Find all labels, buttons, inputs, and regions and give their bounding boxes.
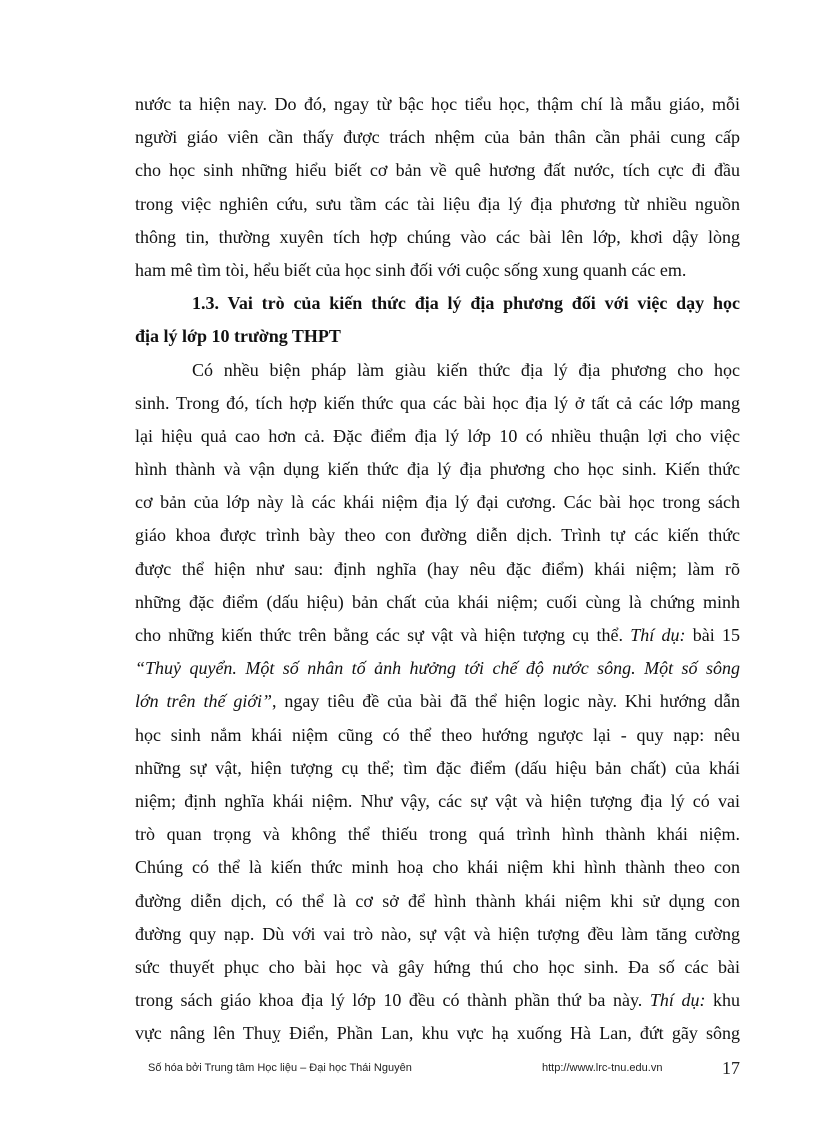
- text-span: cho những kiến thức trên bằng các sự vật và hiện tượng cụ thể.: [135, 625, 631, 645]
- text-line: nước ta hiện nay. Do đó, ngay từ bậc học tiểu học, thậm chí là mẫu giáo, mỗi: [135, 94, 740, 114]
- text-line: lại hiệu quả cao hơn cả. Đặc điểm địa lý lớp 10 có nhiều thuận lợi cho việc: [135, 425, 740, 446]
- text-line: [135, 652, 740, 685]
- section-heading-line: địa lý lớp 10 trường THPT: [135, 326, 341, 347]
- text-line: người giáo viên cần thấy được trách nhệm của bản thân cần phải cung cấp: [135, 127, 740, 148]
- paragraph-body: [135, 354, 740, 1051]
- text-line: ham mê tìm tòi, hểu biết của học sinh đối với cuộc sống xung quanh các em.: [135, 259, 687, 280]
- page-number: 17: [722, 1058, 740, 1078]
- example-label: Thí dụ:: [649, 990, 706, 1011]
- section-heading-line: 1.3. Vai trò của kiến thức địa lý địa phương đối với việc dạy học: [192, 293, 740, 314]
- text-line: vực nâng lên Thuỵ Điển, Phần Lan, khu vực hạ xuống Hà Lan, đứt gãy sông: [135, 1023, 740, 1044]
- text-line: được thể hiện như sau: định nghĩa (hay nêu đặc điểm) khái niệm; làm rõ: [135, 558, 740, 579]
- text-span: trong sách giáo khoa địa lý lớp 10 đều có thành phần thứ ba này.: [135, 990, 650, 1011]
- text-line: đường diễn dịch, có thể là cơ sở để hình thành khái niệm khi sử dụng con: [135, 890, 740, 911]
- text-line: học sinh nắm khái niệm cũng có thể theo hướng ngược lại - quy nạp: nêu: [135, 724, 740, 745]
- text-line: [135, 685, 740, 718]
- text-span: bài 15: [685, 625, 740, 645]
- text-line: cho học sinh những hiểu biết cơ bản về quê hương đất nước, tích cực đi đầu: [135, 160, 740, 181]
- text-line: cơ bản của lớp này là các khái niệm địa lý đại cương. Các bài học trong sách: [135, 492, 740, 513]
- footer-url[interactable]: http://www.lrc-tnu.edu.vn: [542, 1062, 663, 1074]
- text-line: hình thành và vận dụng kiến thức địa lý địa phương cho học sinh. Kiến thức: [135, 459, 740, 480]
- text-line: đường quy nạp. Dù với vai trò nào, sự vật và hiện tượng đều làm tăng cường: [135, 923, 740, 944]
- text-line: Có nhều biện pháp làm giàu kiến thức địa lý địa phương cho học: [192, 359, 740, 380]
- document-page: [135, 88, 740, 1050]
- text-line: [135, 619, 740, 652]
- lesson-title-italic: lớn trên thế giới”: [135, 691, 272, 712]
- text-line: những đặc điểm (dấu hiệu) bản chất của khái niệm; cuối cùng là chứng minh: [135, 591, 740, 612]
- text-line: thông tin, thường xuyên tích hợp chúng vào các bài lên lớp, khơi dậy lòng: [135, 226, 740, 247]
- paragraph-intro: [135, 88, 740, 287]
- text-line: những sự vật, hiện tượng cụ thể; tìm đặc điểm (dấu hiệu bản chất) của khái: [135, 757, 740, 778]
- text-line: giáo khoa được trình bày theo con đường diễn dịch. Trình tự các kiến thức: [135, 525, 740, 546]
- text-line: Chúng có thể là kiến thức minh hoạ cho khái niệm khi hình thành theo con: [135, 857, 740, 878]
- page-footer: [148, 1058, 740, 1082]
- lesson-title-italic: “Thuỷ quyển. Một số nhân tố ảnh hưởng tới chế độ nước sông. Một số sông: [135, 658, 740, 679]
- text-line: sinh. Trong đó, tích hợp kiến thức qua các bài học địa lý ở tất cả các lớp mang: [135, 392, 740, 413]
- section-heading: [135, 287, 740, 353]
- text-span: khu: [705, 990, 741, 1011]
- text-span: , ngay tiêu đề của bài đã thể hiện logic này. Khi hướng dẫn: [272, 691, 741, 712]
- text-line: trong việc nghiên cứu, sưu tầm các tài liệu địa lý địa phương từ nhiều nguồn: [135, 193, 740, 214]
- example-label: Thí dụ:: [630, 625, 686, 645]
- text-line: niệm; định nghĩa khái niệm. Như vậy, các sự vật và hiện tượng địa lý có vai: [135, 790, 740, 811]
- footer-source: Số hóa bởi Trung tâm Học liệu – Đại học Thái Nguyên: [148, 1062, 412, 1074]
- text-line: sức thuyết phục cho bài học và gây hứng thú cho học sinh. Đa số các bài: [135, 956, 740, 977]
- text-line: [135, 984, 740, 1017]
- text-line: trò quan trọng và không thể thiếu trong quá trình hình thành khái niệm.: [135, 824, 740, 845]
